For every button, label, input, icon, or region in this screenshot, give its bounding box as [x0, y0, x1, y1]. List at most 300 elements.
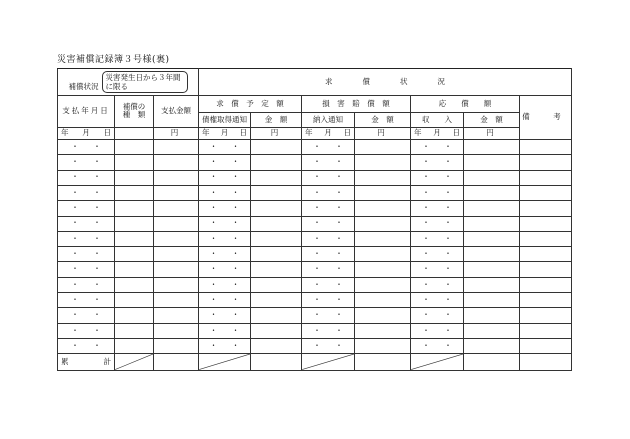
- damages-amount-header: 金 額: [355, 113, 411, 127]
- date-cell[interactable]: [302, 231, 355, 246]
- date-cell[interactable]: [411, 247, 464, 262]
- date-dot: ・: [422, 294, 430, 304]
- date-separators: [64, 203, 108, 212]
- date-dot: ・: [93, 203, 101, 213]
- date-dot: ・: [313, 141, 321, 151]
- date-cell[interactable]: [199, 323, 251, 338]
- date-dot: ・: [93, 279, 101, 289]
- date-dot: ・: [71, 233, 79, 243]
- comp-type-line2: 種 類: [122, 110, 146, 120]
- date-separators: [203, 157, 247, 166]
- entry-cell[interactable]: [464, 277, 520, 292]
- income-header: 収 入: [411, 113, 464, 127]
- entry-cell[interactable]: [520, 216, 572, 231]
- planned-notice-header: 債権取得通知: [199, 113, 251, 127]
- entry-cell[interactable]: [464, 339, 520, 354]
- entry-cell[interactable]: [355, 216, 411, 231]
- date-dot: ・: [335, 233, 343, 243]
- date-separators: [64, 341, 108, 350]
- date-dot: ・: [231, 157, 240, 167]
- date-cell[interactable]: [199, 170, 251, 185]
- date-dot: ・: [231, 233, 240, 243]
- date-cell[interactable]: [302, 139, 355, 154]
- date-separators: [203, 280, 247, 289]
- date-cell[interactable]: [411, 293, 464, 308]
- date-cell[interactable]: [58, 185, 115, 200]
- date-cell[interactable]: [199, 231, 251, 246]
- claim-status-header: 求 償 状 況: [199, 69, 572, 96]
- date-dot: ・: [231, 310, 240, 320]
- date-dot: ・: [313, 172, 321, 182]
- date-dot: ・: [335, 141, 343, 151]
- date-cell[interactable]: [411, 155, 464, 170]
- date-cell[interactable]: [411, 262, 464, 277]
- date-dot: ・: [422, 249, 430, 259]
- date-separators: [306, 264, 350, 273]
- entry-cell[interactable]: [355, 339, 411, 354]
- date-dot: ・: [313, 279, 321, 289]
- payment-date-header: 支払年月日: [58, 95, 115, 127]
- entry-cell[interactable]: [115, 216, 154, 231]
- date-cell[interactable]: [199, 262, 251, 277]
- date-dot: ・: [93, 187, 101, 197]
- ledger-row: [58, 216, 572, 231]
- date-separators: [415, 142, 459, 151]
- entry-cell[interactable]: [251, 247, 302, 262]
- date-dot: ・: [313, 325, 321, 335]
- date-dot: ・: [422, 172, 430, 182]
- entry-cell[interactable]: [115, 277, 154, 292]
- date-dot: ・: [209, 294, 218, 304]
- date-dot: ・: [209, 325, 218, 335]
- scope-note: 災害発生日から３年間に限る: [102, 71, 188, 94]
- entry-cell[interactable]: [520, 139, 572, 154]
- entry-cell[interactable]: [355, 323, 411, 338]
- date-cell[interactable]: [199, 216, 251, 231]
- total-planned-slash: [199, 354, 251, 371]
- date-dot: ・: [209, 249, 218, 259]
- entry-cell[interactable]: [154, 323, 199, 338]
- date-cell[interactable]: [58, 262, 115, 277]
- paid-amount-header: 支払金額: [154, 95, 199, 127]
- date-dot: ・: [422, 325, 430, 335]
- date-dot: ・: [335, 294, 343, 304]
- date-cell[interactable]: [302, 262, 355, 277]
- total-row: [58, 354, 572, 371]
- entry-cell[interactable]: [355, 262, 411, 277]
- date-cell[interactable]: [58, 139, 115, 154]
- entry-cell[interactable]: [464, 323, 520, 338]
- date-dot: ・: [71, 340, 79, 350]
- date-separators: [306, 234, 350, 243]
- date-dot: ・: [93, 172, 101, 182]
- entry-cell[interactable]: [154, 308, 199, 323]
- entry-cell[interactable]: [154, 231, 199, 246]
- date-dot: ・: [209, 279, 218, 289]
- total-damages-cell: [355, 354, 411, 371]
- date-cell[interactable]: [199, 155, 251, 170]
- entry-cell[interactable]: [464, 293, 520, 308]
- ledger-row: [58, 247, 572, 262]
- total-income-slash: [411, 354, 464, 371]
- date-separators: [64, 157, 108, 166]
- date-cell[interactable]: [199, 308, 251, 323]
- date-dot: ・: [422, 157, 430, 167]
- ledger-row: [58, 185, 572, 200]
- entry-cell[interactable]: [464, 170, 520, 185]
- date-separators: [415, 264, 459, 273]
- entry-cell[interactable]: [464, 231, 520, 246]
- date-dot: ・: [71, 218, 79, 228]
- entry-cell[interactable]: [355, 277, 411, 292]
- entry-cell[interactable]: [115, 231, 154, 246]
- date-separators: [415, 280, 459, 289]
- comp-type-line1: 補償の: [122, 101, 146, 111]
- date-cell[interactable]: [58, 323, 115, 338]
- entry-cell[interactable]: [520, 170, 572, 185]
- date-cell[interactable]: [302, 308, 355, 323]
- entry-cell[interactable]: [520, 308, 572, 323]
- date-dot: ・: [313, 264, 321, 274]
- entry-cell[interactable]: [520, 339, 572, 354]
- entry-cell[interactable]: [520, 293, 572, 308]
- damages-date-unit-cell: 年 月 日: [302, 127, 355, 139]
- planned-claim-header: 求 償 予 定 額: [199, 95, 302, 112]
- entry-cell[interactable]: [251, 339, 302, 354]
- date-separators: [203, 310, 247, 319]
- damages-header: 損 害 賠 償 額: [302, 95, 411, 112]
- date-cell[interactable]: [302, 216, 355, 231]
- date-cell[interactable]: [411, 139, 464, 154]
- entry-cell[interactable]: [251, 170, 302, 185]
- date-separators: [203, 188, 247, 197]
- date-cell[interactable]: [58, 170, 115, 185]
- date-separators: [415, 234, 459, 243]
- entry-cell[interactable]: [154, 201, 199, 216]
- entry-cell[interactable]: [464, 262, 520, 277]
- entry-cell[interactable]: [154, 139, 199, 154]
- response-header: 応 償 額: [411, 95, 520, 112]
- planned-date-unit-cell: 年 月 日: [199, 127, 251, 139]
- date-dot: ・: [335, 157, 343, 167]
- date-cell[interactable]: [302, 247, 355, 262]
- ledger-row: [58, 323, 572, 338]
- date-separators: [203, 249, 247, 258]
- date-dot: ・: [71, 279, 79, 289]
- date-separators: [306, 249, 350, 258]
- entry-cell[interactable]: [115, 247, 154, 262]
- ledger-row: [58, 293, 572, 308]
- ledger-row: [58, 139, 572, 154]
- entry-cell[interactable]: [355, 139, 411, 154]
- date-cell[interactable]: [58, 201, 115, 216]
- entry-cell[interactable]: [251, 323, 302, 338]
- date-cell[interactable]: [411, 185, 464, 200]
- date-dot: ・: [335, 203, 343, 213]
- entry-cell[interactable]: [355, 155, 411, 170]
- date-dot: ・: [209, 310, 218, 320]
- date-cell[interactable]: [58, 308, 115, 323]
- date-separators: [64, 234, 108, 243]
- date-separators: [415, 203, 459, 212]
- entry-cell[interactable]: [355, 293, 411, 308]
- date-dot: ・: [313, 157, 321, 167]
- entry-cell[interactable]: [251, 185, 302, 200]
- date-dot: ・: [444, 279, 452, 289]
- date-dot: ・: [93, 264, 101, 274]
- response-amount-header: 金 額: [464, 113, 520, 127]
- entry-cell[interactable]: [251, 231, 302, 246]
- date-separators: [203, 172, 247, 181]
- date-dot: ・: [335, 279, 343, 289]
- entry-cell[interactable]: [520, 201, 572, 216]
- date-dot: ・: [313, 340, 321, 350]
- entry-cell[interactable]: [115, 323, 154, 338]
- date-cell[interactable]: [302, 170, 355, 185]
- date-cell[interactable]: [302, 277, 355, 292]
- date-dot: ・: [335, 218, 343, 228]
- date-cell[interactable]: [199, 201, 251, 216]
- date-separators: [306, 142, 350, 151]
- date-cell[interactable]: [411, 201, 464, 216]
- ledger-row: [58, 201, 572, 216]
- date-separators: [64, 172, 108, 181]
- entry-cell[interactable]: [520, 231, 572, 246]
- date-dot: ・: [422, 233, 430, 243]
- date-dot: ・: [422, 279, 430, 289]
- date-separators: [306, 218, 350, 227]
- entry-cell[interactable]: [115, 139, 154, 154]
- ledger-table: [57, 68, 572, 371]
- date-dot: ・: [313, 203, 321, 213]
- comp-type-cell: [115, 127, 154, 139]
- date-dot: ・: [444, 340, 452, 350]
- date-cell[interactable]: [58, 155, 115, 170]
- date-cell[interactable]: [302, 323, 355, 338]
- date-cell[interactable]: [199, 247, 251, 262]
- entry-cell[interactable]: [464, 139, 520, 154]
- entry-cell[interactable]: [251, 262, 302, 277]
- entry-cell[interactable]: [355, 185, 411, 200]
- date-separators: [203, 264, 247, 273]
- date-dot: ・: [209, 203, 218, 213]
- date-cell[interactable]: [411, 170, 464, 185]
- entry-cell[interactable]: [251, 308, 302, 323]
- date-cell[interactable]: [411, 231, 464, 246]
- entry-cell[interactable]: [115, 262, 154, 277]
- entry-cell[interactable]: [520, 247, 572, 262]
- date-dot: ・: [71, 157, 79, 167]
- date-cell[interactable]: [411, 308, 464, 323]
- date-cell[interactable]: [199, 277, 251, 292]
- date-dot: ・: [335, 172, 343, 182]
- date-separators: [306, 295, 350, 304]
- date-cell[interactable]: [58, 293, 115, 308]
- date-separators: [306, 157, 350, 166]
- ledger-row: [58, 277, 572, 292]
- date-dot: ・: [313, 310, 321, 320]
- date-dot: ・: [335, 340, 343, 350]
- date-separators: [306, 188, 350, 197]
- entry-cell[interactable]: [115, 170, 154, 185]
- date-separators: [64, 218, 108, 227]
- date-dot: ・: [209, 172, 218, 182]
- date-cell[interactable]: [58, 339, 115, 354]
- date-dot: ・: [231, 203, 240, 213]
- entry-cell[interactable]: [355, 170, 411, 185]
- date-separators: [306, 203, 350, 212]
- entry-cell[interactable]: [115, 293, 154, 308]
- entry-cell[interactable]: [251, 155, 302, 170]
- paid-unit-cell: 円: [154, 127, 199, 139]
- entry-cell[interactable]: [251, 139, 302, 154]
- date-dot: ・: [444, 218, 452, 228]
- date-cell[interactable]: [199, 139, 251, 154]
- entry-cell[interactable]: [154, 216, 199, 231]
- entry-cell[interactable]: [115, 201, 154, 216]
- date-dot: ・: [93, 325, 101, 335]
- date-dot: ・: [71, 310, 79, 320]
- date-cell[interactable]: [411, 339, 464, 354]
- entry-cell[interactable]: [355, 308, 411, 323]
- entry-cell[interactable]: [464, 247, 520, 262]
- date-cell[interactable]: [411, 323, 464, 338]
- date-separators: [415, 295, 459, 304]
- date-dot: ・: [209, 218, 218, 228]
- entry-cell[interactable]: [154, 247, 199, 262]
- date-separators: [203, 326, 247, 335]
- entry-cell[interactable]: [154, 293, 199, 308]
- date-separators: [306, 326, 350, 335]
- date-dot: ・: [335, 249, 343, 259]
- date-dot: ・: [422, 340, 430, 350]
- date-dot: ・: [444, 203, 452, 213]
- date-dot: ・: [313, 187, 321, 197]
- planned-unit-cell: 円: [251, 127, 302, 139]
- date-cell[interactable]: [199, 185, 251, 200]
- date-dot: ・: [444, 249, 452, 259]
- date-cell[interactable]: [58, 277, 115, 292]
- entry-cell[interactable]: [115, 308, 154, 323]
- date-dot: ・: [444, 187, 452, 197]
- date-dot: ・: [422, 187, 430, 197]
- date-cell[interactable]: [199, 339, 251, 354]
- entry-cell[interactable]: [115, 155, 154, 170]
- status-label: 補償状況: [68, 81, 99, 91]
- entry-cell[interactable]: [251, 293, 302, 308]
- date-dot: ・: [335, 264, 343, 274]
- entry-cell[interactable]: [251, 277, 302, 292]
- date-dot: ・: [209, 264, 218, 274]
- date-separators: [64, 280, 108, 289]
- date-separators: [64, 249, 108, 258]
- entry-cell[interactable]: [355, 247, 411, 262]
- date-dot: ・: [444, 172, 452, 182]
- date-cell[interactable]: [199, 293, 251, 308]
- entry-cell[interactable]: [464, 201, 520, 216]
- units-row: [58, 127, 572, 139]
- ledger-row: [58, 339, 572, 354]
- entry-cell[interactable]: [115, 339, 154, 354]
- entry-cell[interactable]: [355, 231, 411, 246]
- entry-cell[interactable]: [520, 323, 572, 338]
- date-separators: [415, 172, 459, 181]
- entry-cell[interactable]: [154, 277, 199, 292]
- date-dot: ・: [71, 325, 79, 335]
- date-cell[interactable]: [58, 231, 115, 246]
- date-dot: ・: [444, 233, 452, 243]
- total-damages-slash: [302, 354, 355, 371]
- entry-cell[interactable]: [520, 277, 572, 292]
- date-separators: [415, 310, 459, 319]
- date-cell[interactable]: [58, 247, 115, 262]
- date-dot: ・: [313, 294, 321, 304]
- date-dot: ・: [231, 141, 240, 151]
- date-cell[interactable]: [302, 185, 355, 200]
- date-cell[interactable]: [302, 293, 355, 308]
- entry-cell[interactable]: [464, 155, 520, 170]
- date-dot: ・: [93, 340, 101, 350]
- date-cell[interactable]: [302, 339, 355, 354]
- entry-cell[interactable]: [154, 170, 199, 185]
- entry-cell[interactable]: [154, 262, 199, 277]
- date-separators: [64, 188, 108, 197]
- date-dot: ・: [422, 141, 430, 151]
- date-cell[interactable]: [302, 155, 355, 170]
- ledger-row: [58, 308, 572, 323]
- status-header-cell: [58, 69, 199, 96]
- entry-cell[interactable]: [464, 308, 520, 323]
- entry-cell[interactable]: [154, 185, 199, 200]
- date-dot: ・: [444, 157, 452, 167]
- date-separators: [415, 157, 459, 166]
- entry-cell[interactable]: [154, 155, 199, 170]
- date-dot: ・: [71, 187, 79, 197]
- date-separators: [64, 142, 108, 151]
- date-dot: ・: [231, 249, 240, 259]
- date-cell[interactable]: [58, 216, 115, 231]
- date-separators: [203, 203, 247, 212]
- total-paid-cell: [154, 354, 199, 371]
- entry-cell[interactable]: [251, 201, 302, 216]
- damages-notice-header: 納入通知: [302, 113, 355, 127]
- entry-cell[interactable]: [154, 339, 199, 354]
- date-dot: ・: [209, 340, 218, 350]
- date-cell[interactable]: [411, 216, 464, 231]
- entry-cell[interactable]: [115, 185, 154, 200]
- date-dot: ・: [231, 294, 240, 304]
- entry-cell[interactable]: [520, 262, 572, 277]
- entry-cell[interactable]: [520, 155, 572, 170]
- date-separators: [306, 341, 350, 350]
- date-dot: ・: [422, 218, 430, 228]
- date-dot: ・: [422, 203, 430, 213]
- entry-cell[interactable]: [464, 185, 520, 200]
- date-cell[interactable]: [302, 201, 355, 216]
- date-cell[interactable]: [411, 277, 464, 292]
- date-separators: [306, 280, 350, 289]
- total-planned-cell: [251, 354, 302, 371]
- ledger-row: [58, 170, 572, 185]
- date-dot: ・: [93, 233, 101, 243]
- entry-cell[interactable]: [355, 201, 411, 216]
- date-dot: ・: [231, 340, 240, 350]
- entry-cell[interactable]: [464, 216, 520, 231]
- entry-cell[interactable]: [520, 185, 572, 200]
- date-separators: [64, 326, 108, 335]
- entry-cell[interactable]: [251, 216, 302, 231]
- date-separators: [64, 295, 108, 304]
